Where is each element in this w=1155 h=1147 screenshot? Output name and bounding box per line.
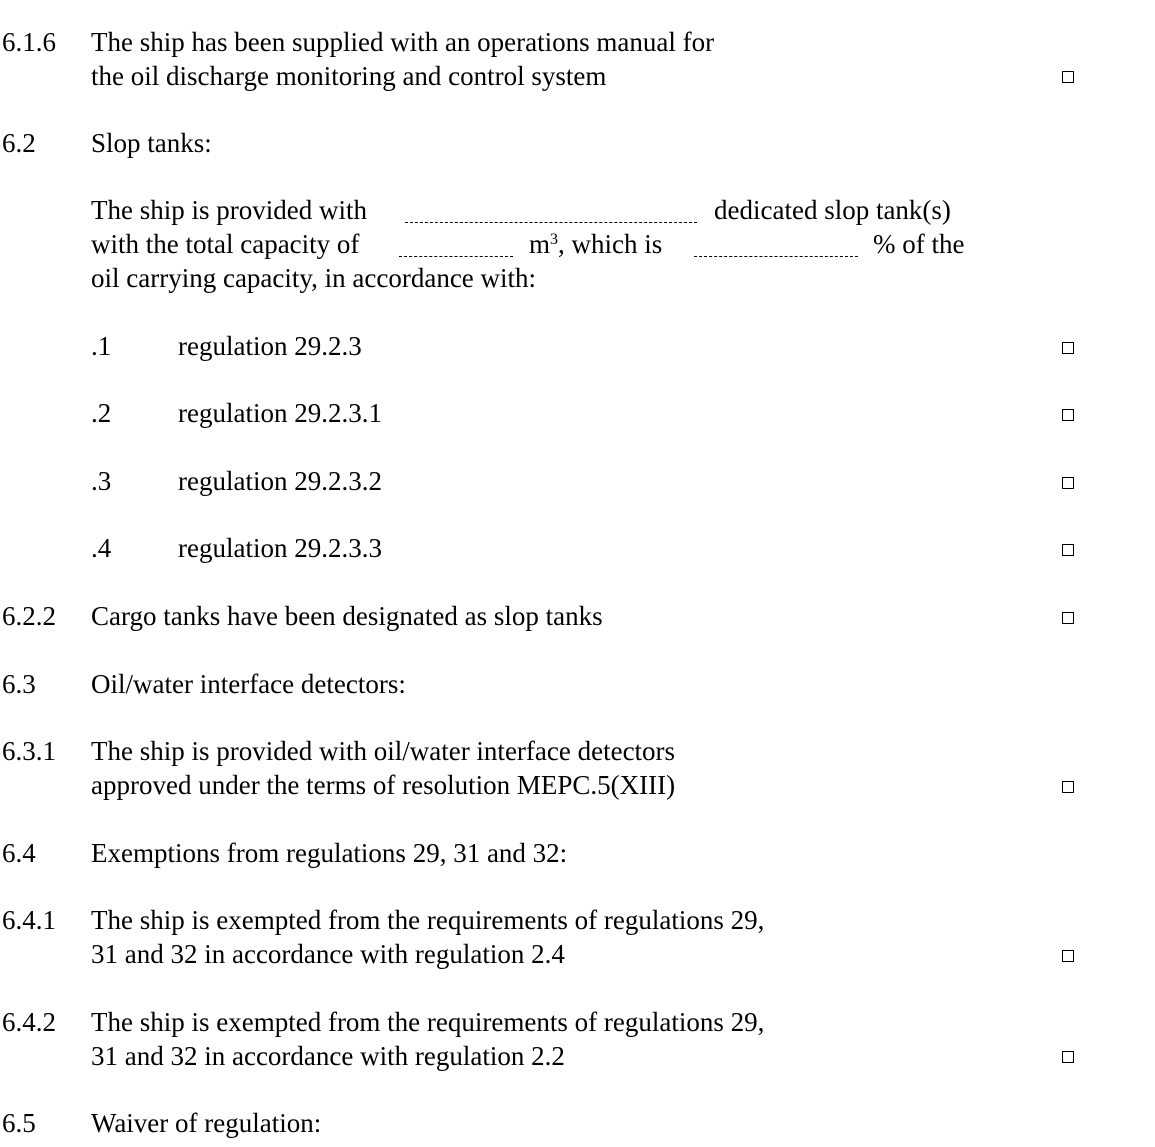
- item-text: 31 and 32 in accordance with regulation 2.2: [91, 1041, 565, 1071]
- item-text: The ship is provided with oil/water interface detectors: [91, 736, 676, 766]
- slop-text: The ship is provided with: [91, 195, 367, 225]
- sub-item-text: regulation 29.2.3: [178, 331, 362, 361]
- slop-percent-field[interactable]: [694, 256, 858, 257]
- item-text: Slop tanks:: [91, 128, 212, 158]
- item-number: 6.4: [2, 838, 36, 868]
- slop-text: % of the: [873, 229, 965, 259]
- slop-capacity-field[interactable]: [399, 256, 513, 257]
- item-number: 6.1.6: [2, 27, 56, 57]
- item-text: The ship has been supplied with an operations manual for: [91, 27, 715, 57]
- sub-item-number: .2: [91, 398, 112, 428]
- sub-item-number: .1: [91, 331, 112, 361]
- item-text: The ship is exempted from the requirements of regulations 29,: [91, 905, 765, 935]
- unit-m3: $m^3$, which is: [529, 229, 663, 259]
- checkbox-sub-1[interactable]: [1062, 342, 1074, 354]
- sub-item-text: regulation 29.2.3.1: [178, 398, 382, 428]
- item-number: 6.5: [2, 1108, 36, 1138]
- checkbox-sub-3[interactable]: [1062, 477, 1074, 489]
- item-number: 6.2: [2, 128, 36, 158]
- item-number: 6.4.1: [2, 905, 56, 935]
- item-text: Exemptions from regulations 29, 31 and 32:: [91, 838, 568, 868]
- sub-item-text: regulation 29.2.3.3: [178, 533, 382, 563]
- sub-item-text: regulation 29.2.3.2: [178, 466, 382, 496]
- item-text: The ship is exempted from the requirements of regulations 29,: [91, 1007, 765, 1037]
- item-number: 6.3: [2, 669, 36, 699]
- checkbox-sub-4[interactable]: [1062, 544, 1074, 556]
- slop-tank-count-field[interactable]: [405, 222, 697, 223]
- checkbox-6-4-1[interactable]: [1062, 950, 1074, 962]
- item-number: 6.4.2: [2, 1007, 56, 1037]
- item-number: 6.2.2: [2, 601, 56, 631]
- checkbox-6-3-1[interactable]: [1062, 781, 1074, 793]
- checkbox-6-4-2[interactable]: [1062, 1051, 1074, 1063]
- item-text: approved under the terms of resolution MEPC.5(XIII): [91, 770, 676, 800]
- slop-text: dedicated slop tank(s): [714, 195, 951, 225]
- sub-item-number: .3: [91, 466, 112, 496]
- item-text: the oil discharge monitoring and control system: [91, 61, 607, 91]
- item-text: Cargo tanks have been designated as slop tanks: [91, 601, 603, 631]
- item-text: 31 and 32 in accordance with regulation 2.4: [91, 939, 565, 969]
- slop-text: with the total capacity of: [91, 229, 360, 259]
- checkbox-6-2-2[interactable]: [1062, 612, 1074, 624]
- item-text: Oil/water interface detectors:: [91, 669, 406, 699]
- item-text: Waiver of regulation:: [91, 1108, 322, 1138]
- item-number: 6.3.1: [2, 736, 56, 766]
- sub-item-number: .4: [91, 533, 112, 563]
- checkbox-sub-2[interactable]: [1062, 409, 1074, 421]
- slop-text: oil carrying capacity, in accordance with:: [91, 263, 537, 293]
- checkbox-6-1-6[interactable]: [1062, 71, 1074, 83]
